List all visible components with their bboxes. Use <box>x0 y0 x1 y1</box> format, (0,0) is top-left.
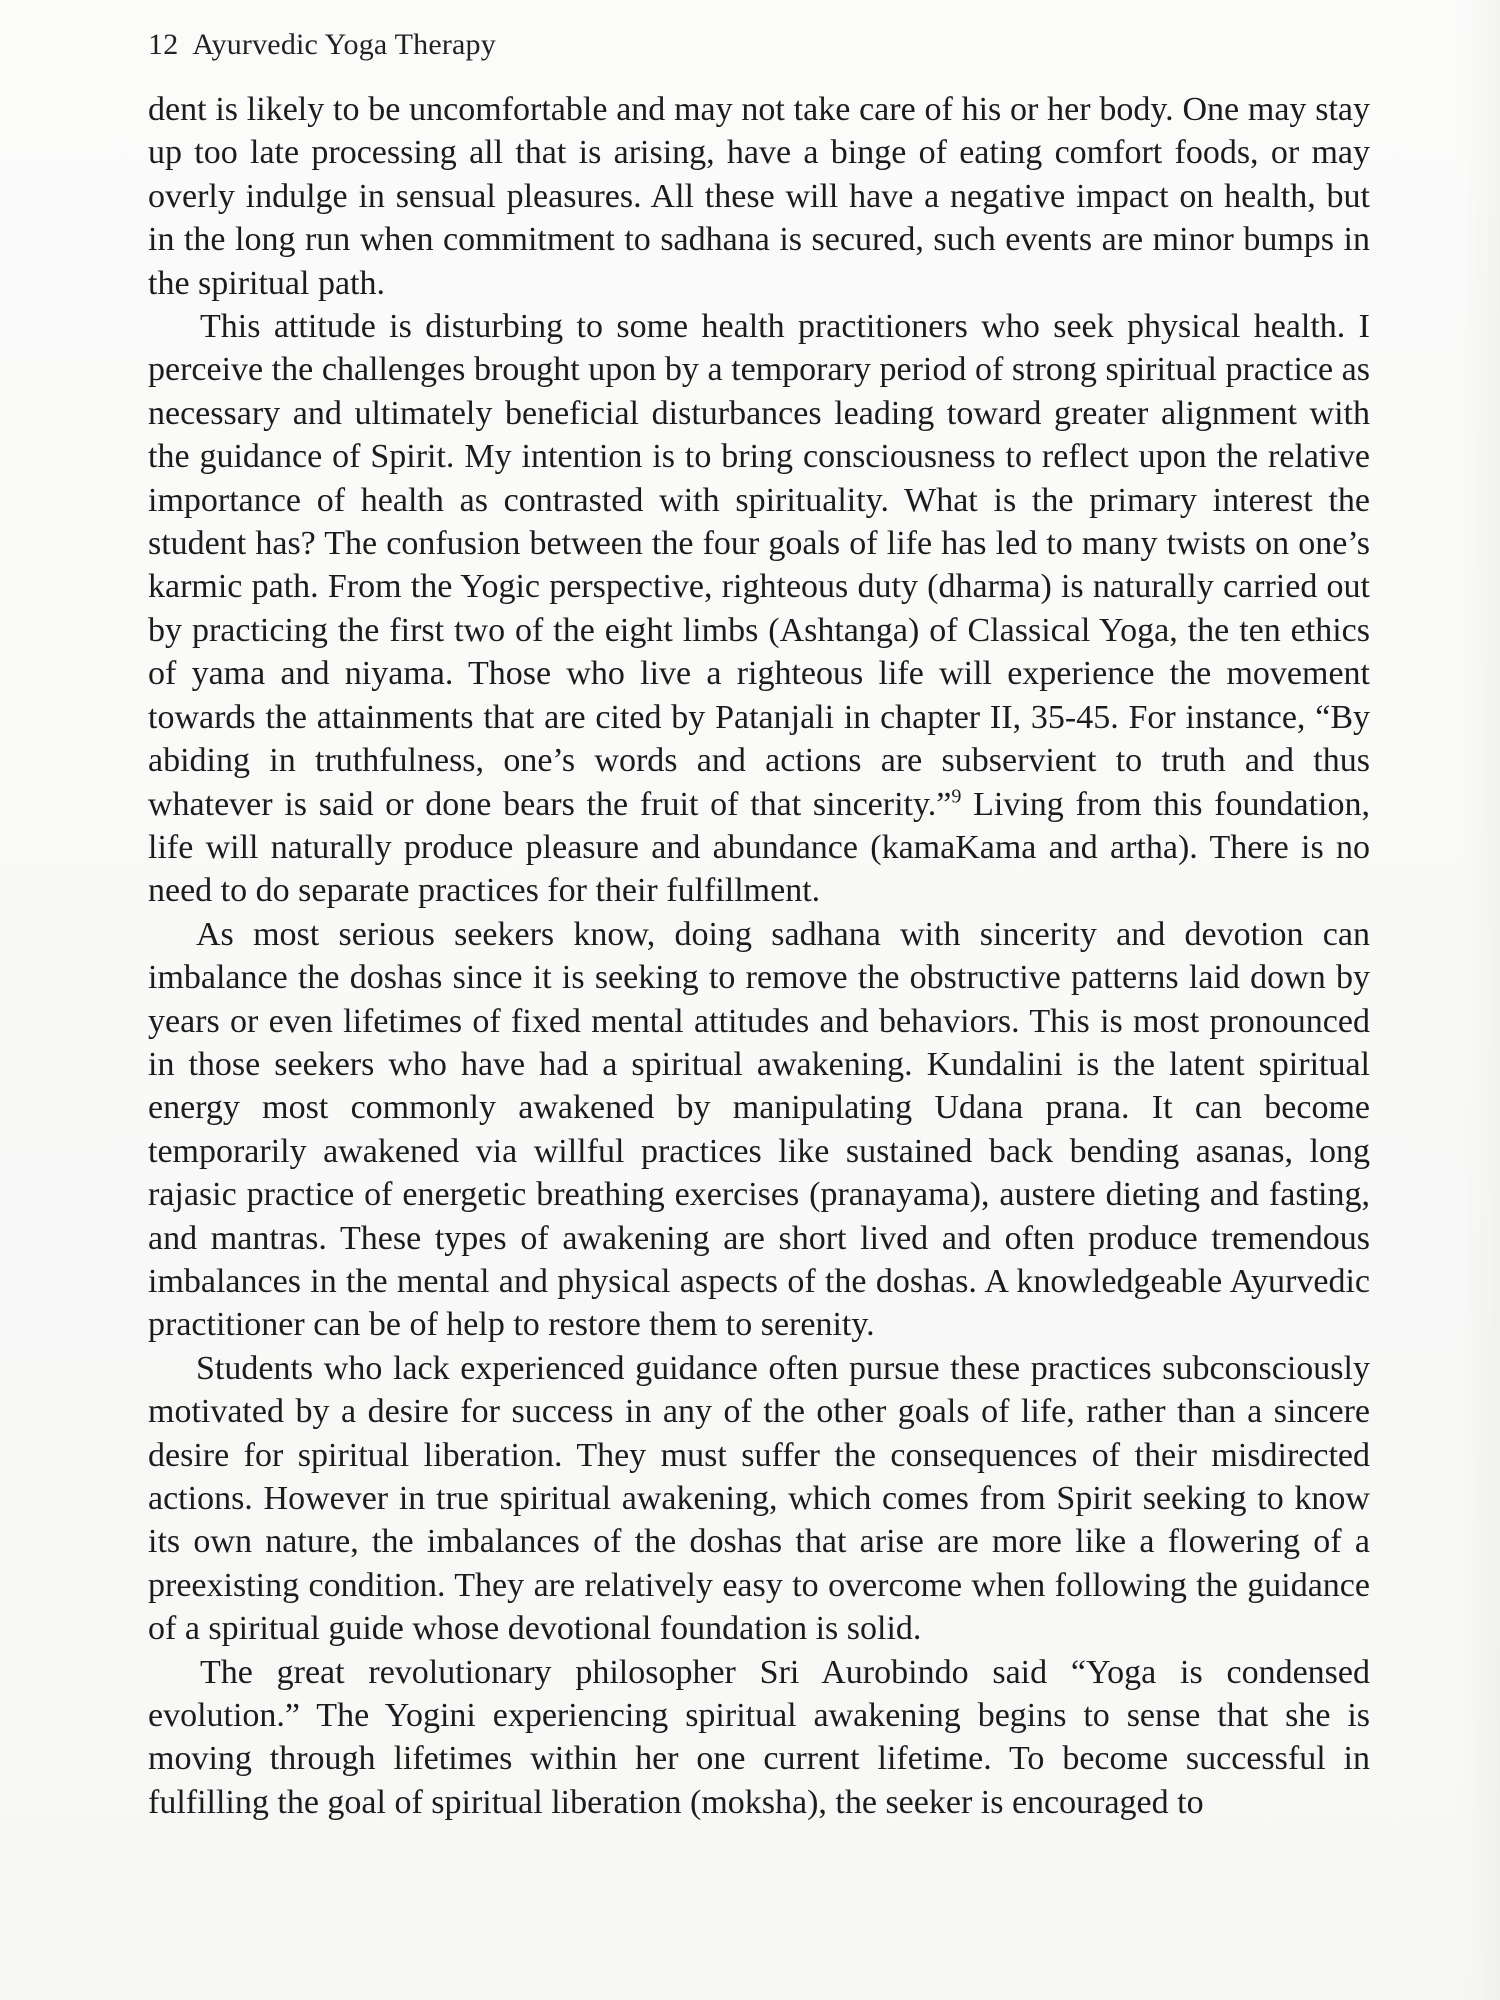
paragraph-1: dent is likely to be uncomfortable and may not take care of his or her body. One may stay up too late processing all that is arising, have a binge of eating comfort foods, or may overly indulge in sensual pleasures. All these will have a negative impact on health, but in the long run when commitment to sadhana is secured, such events are minor bumps in the spiritual path. <box>148 91 1370 302</box>
paragraph-2 <box>148 305 1370 913</box>
running-head <box>148 28 496 62</box>
paragraph-5: The great revolutionary philosopher Sri Aurobindo said “Yoga is condensed evolution.” The Yogini experiencing spiritual awakening begins to sense that she is moving through lifetimes within her one current lifetime. To become successful in fulfilling the goal of spiritual liberation (moksha), the seeker is encouraged to <box>148 1653 1370 1821</box>
paragraph-4: Students who lack experienced guidance often pursue these practices subconsciously motivated by a desire for success in any of the other goals of life, rather than a sincere desire for spiritual liberation. They must suffer the consequences of their misdirected actions. However in true spiritual awakening, which comes from Spirit seeking to know its own nature, the imbalances of the doshas that arise are more like a flowering of a preexisting condition. They are relatively easy to overcome when following the guidance of a spiritual guide whose devotional foundation is solid. <box>148 1349 1370 1648</box>
paragraph-2-text: This attitude is disturbing to some health practitioners who seek physical health. I perceive the challenges brought upon by a temporary period of strong spiritual practice as necessary and ultimately beneficial disturbances leading toward greater alignment with the guidance of Spirit. My intention is to bring consciousness to reflect upon the relative importance of health as contrasted with spirituality. What is the primary interest the student has? The confusion between the four goals of life has led to many twists on one’s karmic path. From the Yogic perspective, righteous duty (dharma) is naturally carried out by practicing the first two of the eight limbs (Ashtanga) of Classical Yoga, the ten ethics of yama and niyama. Those who live a righteous life will experience the movement towards the attainments that are cited by Patanjali in chapter II, 35-45. For instance, “By abiding in truthfulness, one’s words and actions are subservient to truth and thus whatever is said or done bears the fruit of that sincerity.” <box>148 308 1370 823</box>
paragraph-3: As most serious seekers know, doing sadhana with sincerity and devotion can imbalance the doshas since it is seeking to remove the obstructive patterns laid down by years or even lifetimes of fixed mental attitudes and behaviors. This is most pronounced in those seekers who have had a spiritual awakening. Kundalini is the latent spiritual energy most commonly awakened by manipulating Udana prana. It can become temporarily awakened via willful practices like sustained back bending asanas, long rajasic practice of energetic breathing exercises (pranayama), austere dieting and fasting, and mantras. These types of awakening are short lived and often produce tremendous imbalances in the mental and physical aspects of the doshas. A knowledgeable Ayurvedic practitioner can be of help to restore them to serenity. <box>148 915 1370 1344</box>
page-edge-shadow <box>1460 0 1500 2000</box>
paragraph-2-text-continued: Living from this foundation, life will naturally produce pleasure and abundance (kamaKama and artha). There is no need to do separate practices for their fulfillment. <box>148 785 1370 910</box>
page-number: 12 <box>148 28 179 61</box>
footnote-reference: 9 <box>951 785 962 808</box>
body-text <box>148 88 1370 1824</box>
book-title: Ayurvedic Yoga Therapy <box>192 28 496 61</box>
